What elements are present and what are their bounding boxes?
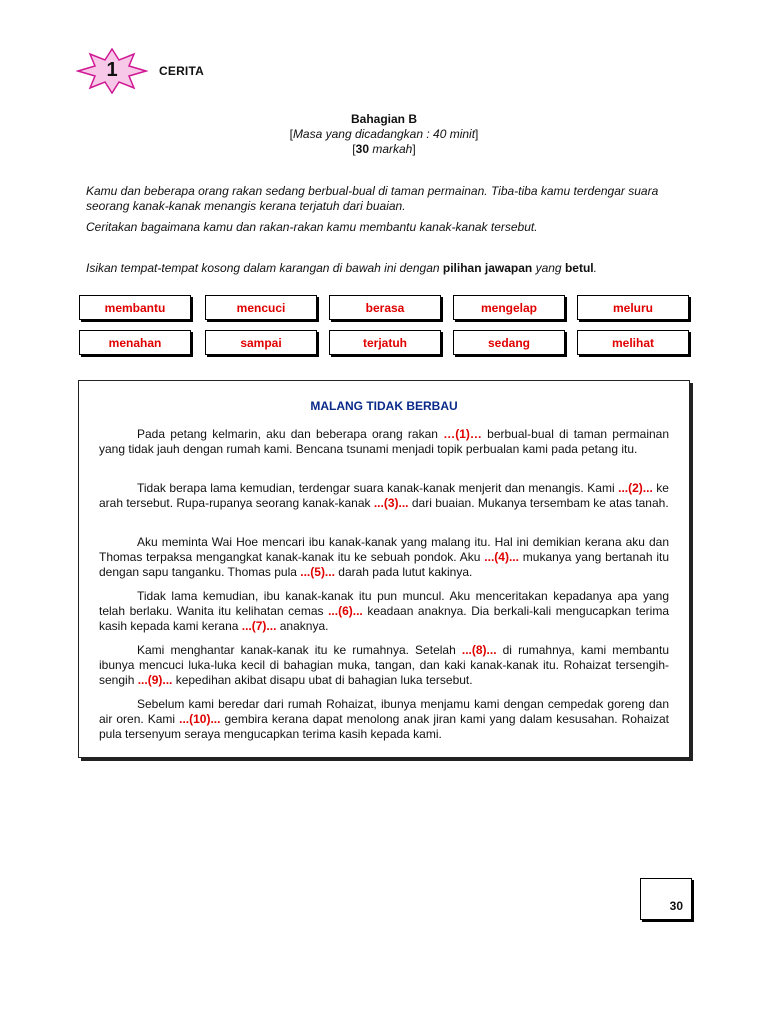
section-number: 1	[106, 59, 118, 81]
option-word: melihat	[577, 330, 689, 355]
part-title: Bahagian B	[350, 112, 417, 126]
story-title: MALANG TIDAK BERBAU	[310, 399, 458, 413]
suggested-time: [Masa yang dicadangkan : 40 minit]	[289, 127, 479, 141]
blank-6: ...(6)...	[328, 604, 363, 619]
blank-9: ...(9)...	[137, 673, 173, 688]
score-value: 30	[669, 899, 683, 913]
marks: [30 markah]	[352, 142, 416, 156]
story-paragraph-1: Pada petang kelmarin, aku dan beberapa orang rakan …(1)… berbual-bual di taman permainan yang tidak jauh dengan rumah kami. Bencana tsunami menjadi topik perbualan kami pada petang itu.	[99, 427, 670, 457]
blank-2: ...(2)...	[618, 481, 653, 495]
story-paragraph-6: Sebelum kami beredar dari rumah Rohaizat, ibunya menjamu kami dengan cempedak goreng dan air oren. Kami ...(10)... gembira kerana dapat menolong anak jiran kami yang dalam kesusahan. Rohaizat pula tersenyum seraya mengucapkan terima kasih kepada kami.	[99, 697, 669, 742]
blank-1: …(1)…	[443, 427, 482, 441]
story-paragraph-4: Tidak lama kemudian, ibu kanak-kanak itu pun muncul. Aku menceritakan kepadanya apa yang telah berlaku. Wanita itu kelihatan cemas ...(6)... keadaan anaknya. Dia berkali-kali mengucapkan terima kasih kepada kami kerana ...(7)... anaknya.	[99, 589, 669, 634]
instruction-scenario: Kamu dan beberapa orang rakan sedang berbual-bual di taman permainan. Tiba-tiba kamu terdengar suara seorang kanak-kanak menangis kerana terjatuh dari buaian.	[86, 184, 659, 213]
option-word: sedang	[453, 330, 565, 355]
option-word: membantu	[79, 295, 191, 320]
option-word: sampai	[205, 330, 317, 355]
option-word: meluru	[577, 295, 689, 320]
blank-10: ...(10)...	[179, 712, 221, 727]
blank-3: ...(3)...	[373, 496, 409, 511]
score-box	[640, 878, 692, 920]
option-word: mencuci	[205, 295, 317, 320]
story-paragraph-3: Aku meminta Wai Hoe mencari ibu kanak-kanak yang malang itu. Hal ini demikian kerana aku dan Thomas terpaksa mengangkat kanak-kanak itu ke sebuah pondok. Aku ...(4)... mukanya yang bertanah itu dengan sapu tanganku. Thomas pula ...(5)... darah pada lutut kakinya.	[99, 535, 669, 580]
blank-4: ...(4)...	[484, 550, 519, 565]
blank-5: ...(5)...	[300, 565, 335, 580]
story-paragraph-5: Kami menghantar kanak-kanak itu ke rumahnya. Setelah ...(8)... di rumahnya, kami membantu ibunya mencuci luka-luka kecil di bahagian muka, tangan, dan kaki kanak-kanak itu. Rohaizat tersengih-sengih ...(9)... kepedihan akibat disapu ubat di bahagian luka tersebut.	[99, 643, 669, 688]
instruction-task: Ceritakan bagaimana kamu dan rakan-rakan kamu membantu kanak-kanak tersebut.	[86, 220, 538, 234]
option-word: menahan	[79, 330, 191, 355]
blank-8: ...(8)...	[461, 643, 497, 657]
option-word: terjatuh	[329, 330, 441, 355]
instruction-fill: Isikan tempat-tempat kosong dalam karangan di bawah ini dengan pilihan jawapan yang betul.	[86, 261, 597, 275]
blank-7: ...(7)...	[241, 619, 277, 634]
section-label: CERITA	[159, 64, 204, 78]
option-word: berasa	[329, 295, 441, 320]
option-word: mengelap	[453, 295, 565, 320]
story-box	[78, 380, 690, 758]
story-paragraph-2: Tidak berapa lama kemudian, terdengar suara kanak-kanak menjerit dan menangis. Kami ...(2)... ke arah tersebut. Rupa-rupanya seorang kanak-kanak ...(3)... dari buaian. Mukanya tersembam ke atas tanah.	[99, 481, 669, 511]
